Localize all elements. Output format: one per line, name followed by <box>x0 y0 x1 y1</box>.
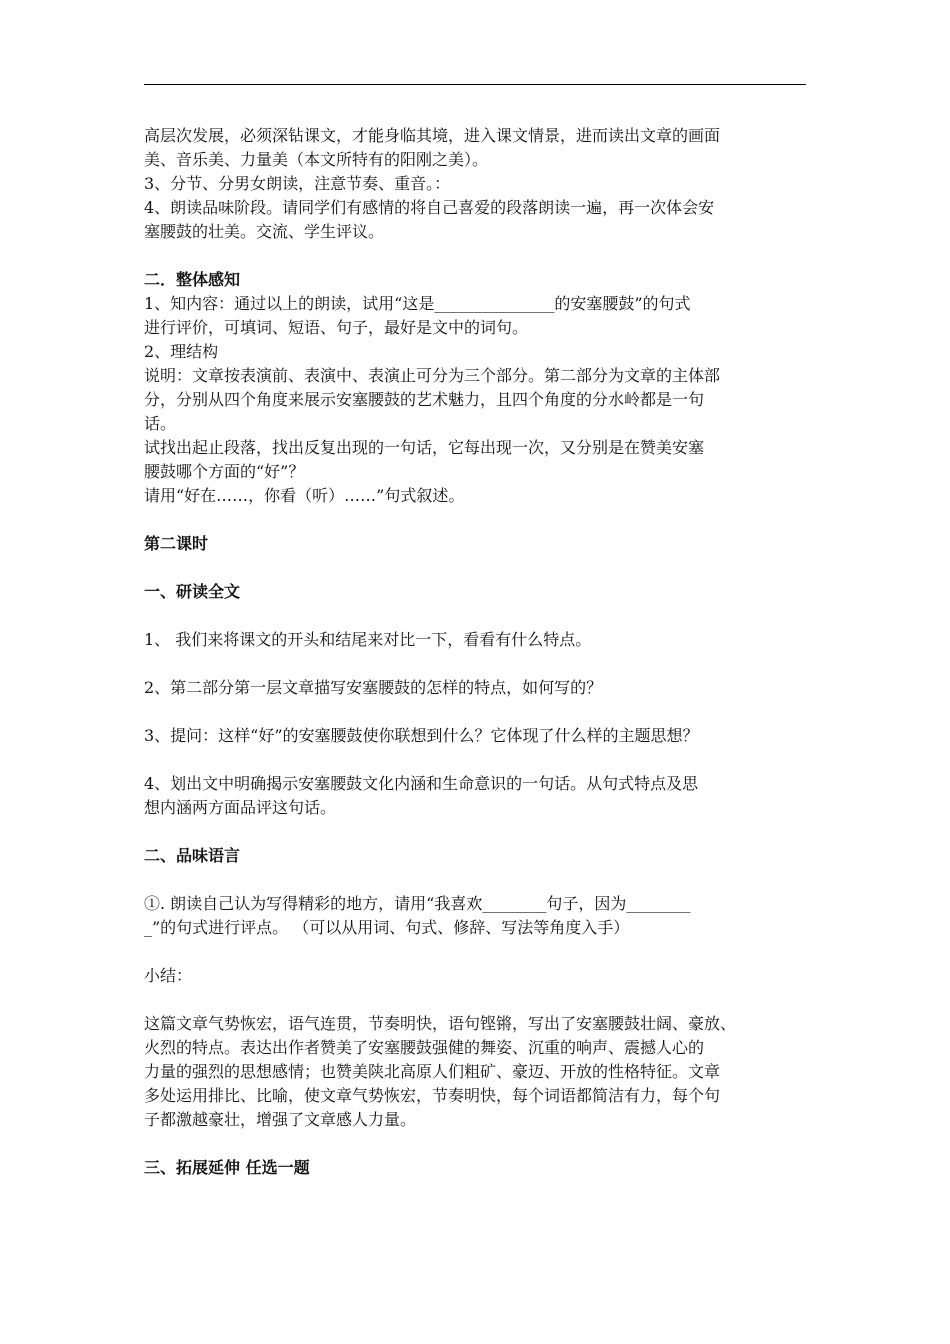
question-item: 2、第二部分第一层文章描写安塞腰鼓的怎样的特点，如何写的？ <box>144 678 603 697</box>
section-heading-study: 一、研读全文 <box>144 582 241 601</box>
question-item: 3、提问：这样“好”的安塞腰鼓使你联想到什么？它体现了什么样的主题思想？ <box>144 726 699 745</box>
paragraph-line: 分，分别从四个角度来展示安塞腰鼓的艺术魅力，且四个角度的分水岭都是一句 <box>144 390 705 409</box>
paragraph-line: 请用“好在……，你看（听）……”句式叙述。 <box>144 486 465 505</box>
paragraph-line: 3、分节、分男女朗读，注意节奏、重音。： <box>144 174 451 193</box>
section-heading-extend: 三、拓展延伸 任选一题 <box>144 1158 310 1177</box>
summary-line: 这篇文章气势恢宏，语气连贯，节奏明快，语句铿锵，写出了安塞腰鼓壮阔、豪放、 <box>144 1014 737 1033</box>
question-item: 1、 我们来将课文的开头和结尾来对比一下，看看有什么特点。 <box>144 630 592 649</box>
summary-line: 多处运用排比、比喻，使文章气势恢宏，节奏明快，每个词语都简洁有力，每个句 <box>144 1086 721 1105</box>
paragraph-line: 高层次发展，必须深钻课文，才能身临其境，进入课文情景，进而读出文章的画面 <box>144 126 721 145</box>
paragraph-line: 试找出起止段落，找出反复出现的一句话，它每出现一次，又分别是在赞美安塞 <box>144 438 705 457</box>
paragraph-line: 2、理结构 <box>144 342 219 361</box>
paragraph-line: 进行评价，可填词、短语、句子，最好是文中的词句。 <box>144 318 529 337</box>
paragraph-line: 说明：文章按表演前、表演中、表演止可分为三个部分。第二部分为文章的主体部 <box>144 366 721 385</box>
question-item: 想内涵两方面品评这句话。 <box>144 798 337 817</box>
paragraph-line: 塞腰鼓的壮美。交流、学生评议。 <box>144 222 385 241</box>
section-heading-language: 二、品味语言 <box>144 846 241 865</box>
summary-line: 子都激越豪壮，增强了文章感人力量。 <box>144 1110 417 1129</box>
summary-line: 力量的强烈的思想感情；也赞美陕北高原人们粗矿、豪迈、开放的性格特征。文章 <box>144 1062 721 1081</box>
paragraph-line: 腰鼓哪个方面的“好”？ <box>144 462 305 481</box>
lesson-heading: 第二课时 <box>144 534 209 553</box>
summary-line: 火烈的特点。表达出作者赞美了安塞腰鼓强健的舞姿、沉重的响声、震撼人心的 <box>144 1038 705 1057</box>
question-item: 4、划出文中明确揭示安塞腰鼓文化内涵和生命意识的一句话。从句式特点及思 <box>144 774 699 793</box>
exercise-line: ①. 朗读自己认为写得精彩的地方，请用“我喜欢________句子，因为________ <box>144 894 691 913</box>
section-heading-overall: 二．整体感知 <box>144 270 241 289</box>
paragraph-line: 1、知内容：通过以上的朗读，试用“这是_______________的安塞腰鼓”的句式 <box>144 294 691 313</box>
paragraph-line: 话。 <box>144 414 177 433</box>
header-rule <box>144 84 806 85</box>
summary-label: 小结： <box>144 966 193 985</box>
paragraph-line: 4、朗读品味阶段。请同学们有感情的将自己喜爱的段落朗读一遍，再一次体会安 <box>144 198 715 217</box>
exercise-line: _”的句式进行评点。 （可以从用词、句式、修辞、写法等角度入手） <box>144 918 630 937</box>
paragraph-line: 美、音乐美、力量美（本文所特有的阳刚之美）。 <box>144 150 489 169</box>
document-body <box>144 124 810 1180</box>
